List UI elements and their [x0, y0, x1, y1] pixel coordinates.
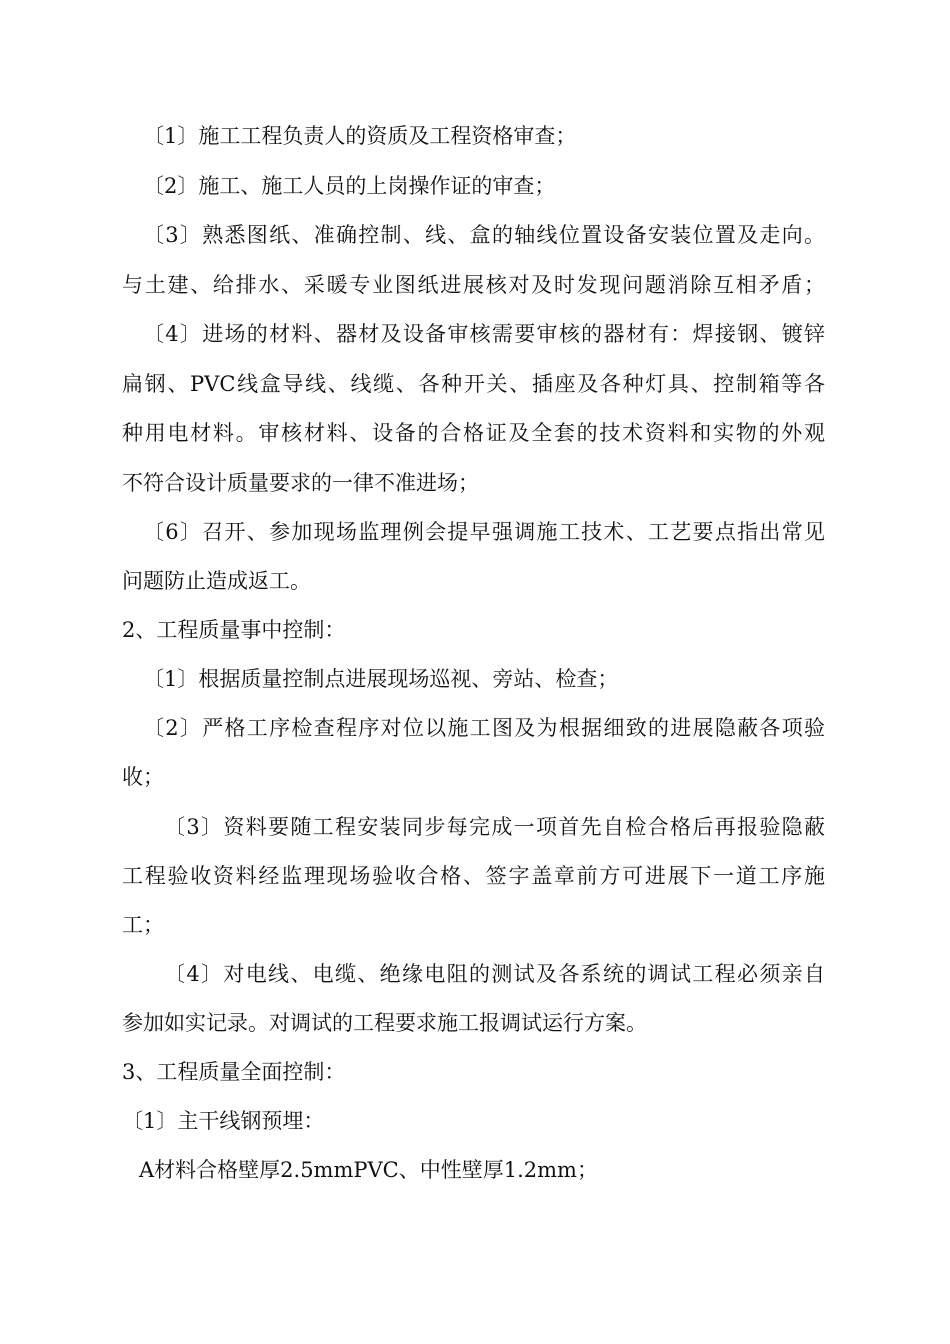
text-line-6: 扁钢、PVC线盒导线、线缆、各种开关、插座及各种灯具、控制箱等各	[122, 372, 825, 396]
text-line-19: 参加如实记录。对调试的工程要求施工报调试运行方案。	[122, 1011, 647, 1035]
text-line-12: 〔1〕根据质量控制点进展现场巡视、旁站、检查；	[143, 667, 619, 691]
text-line-9: 〔6〕召开、参加现场监理例会提早强调施工技术、工艺要点指出常见	[143, 520, 825, 544]
text-line-5: 〔4〕进场的材料、器材及设备审核需要审核的器材有：焊接钢、镀锌	[143, 322, 825, 346]
text-line-16: 工程验收资料经监理现场验收合格、签字盖章前方可进展下一道工序施	[122, 864, 825, 888]
text-line-8: 不符合设计质量要求的一律不准进场；	[122, 471, 479, 495]
text-line-22: A材料合格壁厚2.5mmPVC、中性壁厚1.2mm；	[139, 1158, 598, 1182]
section-heading-2: 2、工程质量事中控制：	[122, 618, 346, 642]
text-line-17: 工；	[122, 913, 164, 937]
text-line-21: 〔1〕主干线钢预埋：	[122, 1109, 325, 1133]
section-heading-3: 3、工程质量全面控制：	[122, 1060, 346, 1084]
text-line-7: 种用电材料。审核材料、设备的合格证及全套的技术资料和实物的外观	[122, 421, 825, 445]
text-line-3: 〔3〕熟悉图纸、准确控制、线、盒的轴线位置设备安装位置及走向。	[143, 223, 825, 247]
text-line-1: 〔1〕施工工程负责人的资质及工程资格审查；	[143, 124, 577, 148]
text-line-4: 与土建、给排水、采暖专业图纸进展核对及时发现问题消除互相矛盾；	[122, 273, 825, 297]
text-line-15: 〔3〕资料要随工程安装同步每完成一项首先自检合格后再报验隐蔽	[164, 815, 825, 839]
text-line-13: 〔2〕严格工序检查程序对位以施工图及为根据细致的进展隐蔽各项验	[143, 716, 825, 740]
text-line-14: 收；	[122, 765, 164, 789]
text-line-2: 〔2〕施工、施工人员的上岗操作证的审查；	[143, 174, 556, 198]
text-line-18: 〔4〕对电线、电缆、绝缘电阻的测试及各系统的调试工程必须亲自	[164, 962, 825, 986]
text-line-10: 问题防止造成返工。	[122, 569, 311, 593]
